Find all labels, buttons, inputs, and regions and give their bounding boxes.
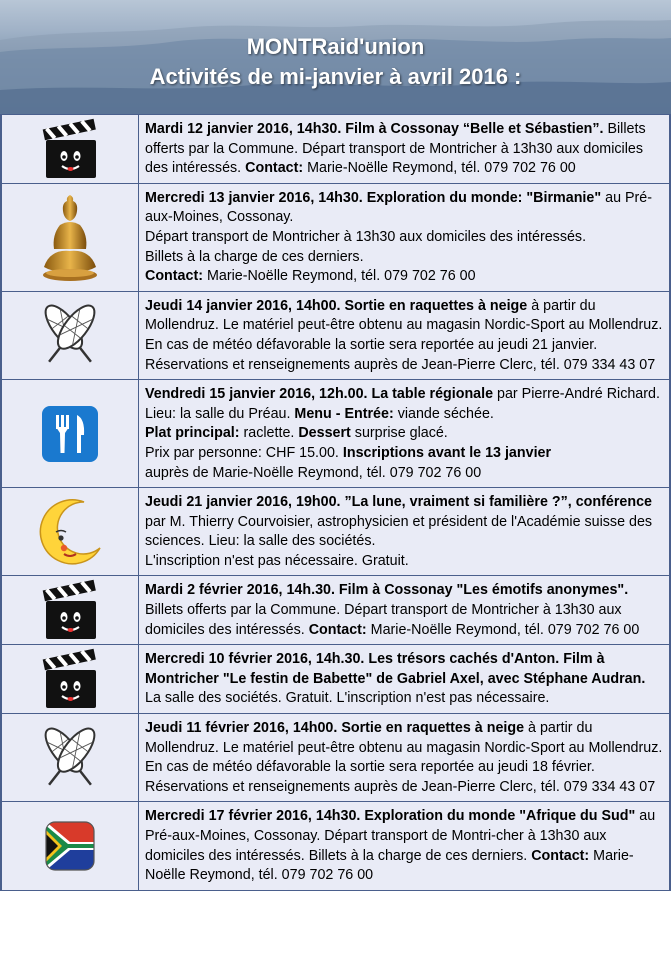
clapperboard-icon: [2, 576, 139, 644]
event-bold-text: Mercredi 17 février 2016, 14h30. Exploration du monde "Afrique du Sud": [145, 808, 636, 825]
event-row: [2, 575, 669, 644]
event-text: Marie-Noëlle Reymond, tél. 079 702 76 00: [202, 268, 476, 285]
header-subtitle: Activités de mi-janvier à avril 2016 :: [149, 64, 522, 89]
event-row: [2, 183, 669, 291]
event-row: [2, 487, 669, 575]
event-text: viande séchée.: [393, 405, 494, 422]
event-text: auprès de Marie-Noëlle Reymond, tél. 079 702 76 00: [145, 464, 482, 481]
event-text: au Pré-aux-Moines, Cossonay.: [145, 189, 652, 226]
event-text: à partir du Mollendruz. Le matériel peut-être obtenu au magasin Nordic-Sport au Mollendruz. En cas de météo défavorable la sortie sera reportée au jeudi 18 février. Réservations et renseignements auprès de Jean-Pierre Clerc, tél. 079 334 43 07: [145, 720, 663, 795]
event-description: [139, 292, 669, 379]
clapperboard-icon: [2, 645, 139, 713]
fork-knife-icon: [2, 380, 139, 487]
event-bold-text: Mercredi 13 janvier 2016, 14h30. Exploration du monde: "Birmanie": [145, 189, 602, 206]
event-text: au Pré-aux-Moines, Cossonay. Départ transport de Montri-cher à 13h30 aux domiciles des intéressés. Billets à la charge de ces derniers.: [145, 808, 656, 864]
event-description: [139, 714, 669, 801]
event-text: Départ transport de Montricher à 13h30 aux domiciles des intéressés.: [145, 228, 587, 245]
event-description: [139, 115, 669, 183]
event-bold-text: Mercredi 10 février 2016, 14h.30. Les trésors cachés d'Anton. Film à Montricher "Le festin de Babette" de Gabriel Axel, avec Stéphane Audran.: [145, 651, 646, 687]
event-text: surprise glacé.: [350, 425, 448, 442]
event-bold-text: Contact:: [531, 847, 590, 864]
clapperboard-icon: [2, 115, 139, 183]
event-bold-text: Plat principal:: [145, 425, 240, 442]
event-row: [2, 291, 669, 379]
event-row: [2, 644, 669, 713]
event-text: raclette.: [239, 425, 299, 442]
header-title: MONTRaid'union: [246, 34, 425, 59]
events-table: [0, 114, 671, 891]
event-bold-text: Dessert: [298, 425, 351, 442]
event-description: [139, 576, 669, 644]
event-row: [2, 114, 669, 183]
event-text: Marie-Noëlle Reymond, tél. 079 702 76 00: [303, 160, 576, 177]
event-text: Marie-Noëlle Reymond, tél. 079 702 76 00: [366, 621, 640, 638]
event-bold-text: Jeudi 14 janvier 2016, 14h00. Sortie en raquettes à neige: [145, 297, 528, 314]
event-text: Marie-Noëlle Reymond, tél. 079 702 76 00: [145, 847, 634, 884]
event-text: Billets à la charge de ces derniers.: [145, 248, 364, 265]
event-bold-text: Menu - Entrée:: [294, 405, 394, 422]
event-description: [139, 184, 669, 291]
snowshoes-icon: [2, 292, 139, 379]
event-text: Prix par personne: CHF 15.00.: [145, 444, 343, 461]
buddha-statue-icon: [2, 184, 139, 291]
event-bold-text: Contact:: [308, 621, 367, 638]
event-description: [139, 802, 669, 889]
event-bold-text: Mardi 12 janvier 2016, 14h30. Film à Cossonay “Belle et Sébastien”.: [145, 121, 604, 137]
event-text: par M. Thierry Courvoisier, astrophysicien et président de l'Académie suisse des sciences. Lieu: la salle des sociétés.: [145, 513, 653, 550]
snowshoes-icon: [2, 714, 139, 801]
event-bold-text: Jeudi 11 février 2016, 14h00. Sortie en raquettes à neige: [145, 720, 525, 737]
event-bold-text: Mardi 2 février 2016, 14h.30. Film à Cossonay "Les émotifs anonymes".: [145, 582, 629, 599]
south-africa-flag-icon: [2, 802, 139, 889]
event-row: [2, 379, 669, 487]
event-description: [139, 380, 669, 487]
header-banner: [0, 0, 671, 114]
event-description: [139, 488, 669, 575]
event-text: L'inscription n'est pas nécessaire. Gratuit.: [145, 552, 409, 569]
event-text: par Pierre-André Richard. Lieu: la salle du Préau.: [145, 386, 660, 422]
event-bold-text: Contact:: [245, 160, 304, 177]
event-text: Billets offerts par la Commune. Départ transport de Montricher à 13h30 aux domiciles des intéressés.: [145, 121, 646, 177]
crescent-moon-icon: [2, 488, 139, 575]
event-text: La salle des sociétés. Gratuit. L'inscription n'est pas nécessaire.: [145, 690, 550, 707]
event-description: [139, 645, 669, 713]
event-bold-text: Inscriptions avant le 13 janvier: [342, 444, 552, 461]
event-row: [2, 801, 669, 890]
event-bold-text: Contact:: [145, 268, 203, 285]
event-text: Billets offerts par la Commune. Départ transport de Montricher à 13h30 aux domiciles des intéressés.: [145, 602, 622, 638]
event-text: à partir du Mollendruz. Le matériel peut-être obtenu au magasin Nordic-Sport au Mollendruz. En cas de météo défavorable la sortie sera reportée au jeudi 21 janvier. Réservations et renseignements auprès de Jean-Pierre Clerc, tél. 079 334 43 07: [145, 297, 663, 373]
event-bold-text: Vendredi 15 janvier 2016, 12h.00. La table régionale: [145, 386, 494, 403]
event-bold-text: Jeudi 21 janvier 2016, 19h00. ”La lune, vraiment si familière ?”, conférence: [145, 494, 652, 511]
event-row: [2, 713, 669, 801]
